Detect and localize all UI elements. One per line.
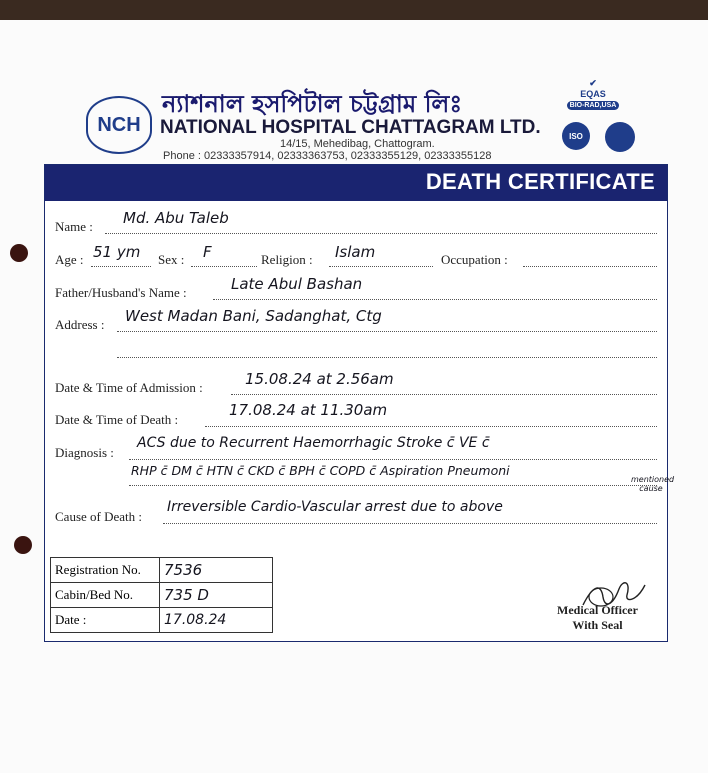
registration-no-label: Registration No. [51,558,160,583]
document-title: DEATH CERTIFICATE [425,169,655,194]
cabin-bed-value: 735 D [160,583,273,608]
hospital-name-bengali: ন্যাশনাল হসপিটাল চট্টগ্রাম লিঃ [162,90,463,118]
admission-value: 15.08.24 at 2.56am [245,370,394,388]
father-name-label: Father/Husband's Name : [55,285,187,300]
address-label: Address : [55,317,105,332]
age-line [91,266,151,267]
sex-value: F [203,243,212,261]
diagnosis-line [129,459,657,460]
date-label: Date : [51,608,160,633]
father-name-value: Late Abul Bashan [231,275,363,293]
address-line-2 [117,357,657,358]
table-row [51,608,273,633]
religion-line [329,266,433,267]
cabin-bed-label: Cabin/Bed No. [51,583,160,608]
admission-line [231,394,657,395]
punch-hole [14,536,32,554]
medical-officer-label: Medical Officer [557,603,638,617]
hospital-phone: Phone : 02333357914, 02333363753, 02333355129, 02333355128 [163,150,492,162]
address-value: West Madan Bani, Sadanghat, Ctg [125,307,382,325]
name-label: Name : [55,219,93,234]
death-time-label: Date & Time of Death : [55,412,179,427]
occupation-line [523,266,657,267]
eqas-badge: ✔ EQAS BIO-RAD,USA [567,78,619,110]
religion-label: Religion : [261,252,313,267]
title-bar [45,165,667,201]
checkmark-icon: ✔ [589,78,597,88]
cause-of-death-value: Irreversible Cardio-Vascular arrest due to above [167,499,503,515]
date-value: 17.08.24 [160,608,273,633]
punch-hole [10,244,28,262]
father-name-line [213,299,657,300]
diagnosis-label: Diagnosis : [55,445,114,460]
registration-no-value: 7536 [160,558,273,583]
sex-label: Sex : [158,252,185,267]
diagnosis-value-line-2: RHP c̄ DM c̄ HTN c̄ CKD c̄ BPH c̄ COPD c̄ Aspiration Pneumoni [131,463,510,478]
medical-officer-signature-block [557,603,638,633]
with-seal-label: With Seal [572,618,623,632]
diagnosis-line-2 [129,485,657,486]
table-row [51,558,273,583]
admission-label: Date & Time of Admission : [55,380,203,395]
registration-table [50,557,273,633]
diagnosis-value-line-1: ACS due to Recurrent Haemorrhagic Stroke c̄ VE c̄ [137,435,490,451]
occupation-label: Occupation : [441,252,508,267]
cause-of-death-note: mentioned cause [631,475,675,493]
death-time-line [205,426,657,427]
address-line [117,331,657,332]
age-value: 51 ym [93,243,141,261]
religion-value: Islam [335,243,376,261]
hospital-address: 14/15, Mehedibag, Chattogram. [280,138,435,150]
cause-of-death-line [163,523,657,524]
name-value: Md. Abu Taleb [123,209,229,227]
certification-seal [605,122,635,152]
sex-line [191,266,257,267]
death-time-value: 17.08.24 at 11.30am [229,401,388,419]
hospital-logo: NCH [86,96,152,154]
age-label: Age : [55,252,84,267]
table-row [51,583,273,608]
photo-background-edge [0,0,708,22]
iso-seal: ISO [562,122,590,150]
cause-of-death-label: Cause of Death : [55,509,143,524]
hospital-name-english: NATIONAL HOSPITAL CHATTAGRAM LTD. [160,117,541,138]
death-certificate-form [44,164,675,642]
name-line [105,233,657,234]
